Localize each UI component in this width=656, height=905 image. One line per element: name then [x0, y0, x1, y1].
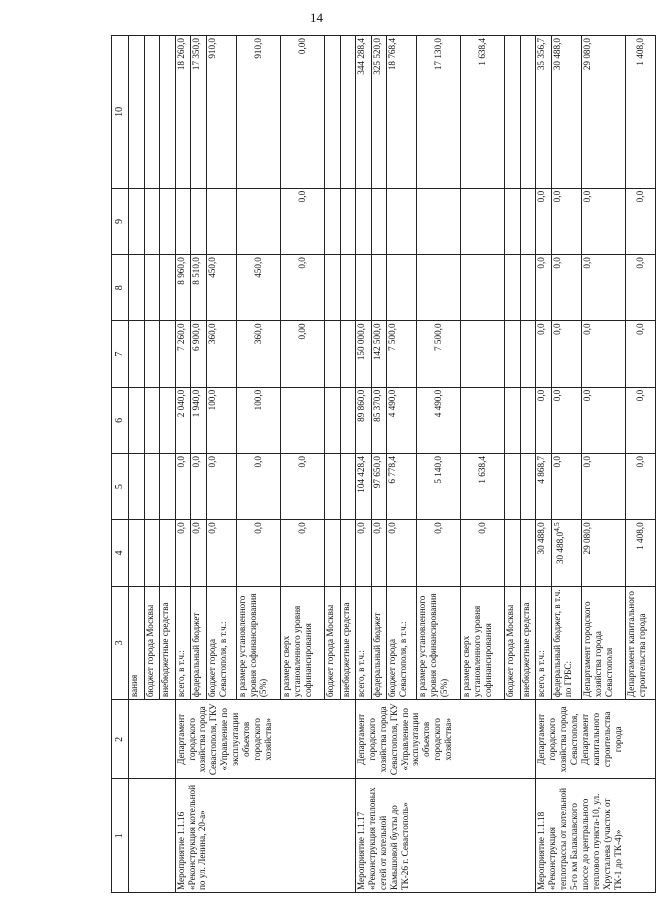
value-text: 7 500,0: [433, 323, 444, 351]
value-text: 85 370,0: [371, 389, 382, 422]
value-cell: [160, 520, 176, 586]
value-cell: [581, 188, 625, 254]
value-text: 2 040,0: [175, 389, 186, 418]
value-text: 150 000,0: [356, 323, 367, 361]
table-body: [129, 36, 656, 893]
value-text: 89 860,0: [356, 389, 367, 422]
value-cell: [280, 321, 324, 387]
value-text: 0,0: [581, 456, 592, 468]
value-text: 0,0: [296, 190, 307, 203]
table-row: [356, 36, 372, 893]
funding-source-label: вания: [129, 586, 145, 700]
value-cell: [144, 454, 160, 520]
value-text: 0,0: [206, 522, 217, 534]
value-text: 0,0: [252, 456, 263, 468]
value-cell: [129, 188, 145, 254]
value-cell: [417, 454, 461, 520]
value-cell: [626, 36, 656, 189]
col-header: 5: [112, 454, 129, 520]
funding-source-text: бюджет города Севастополя, в т.ч.:: [387, 621, 409, 698]
value-cell: [387, 188, 417, 254]
budget-table: [111, 35, 656, 893]
value-cell: [236, 321, 280, 387]
value-cell: [581, 387, 625, 453]
value-cell: [236, 387, 280, 453]
value-cell: [461, 36, 505, 189]
value-cell: [417, 255, 461, 321]
funding-source-label: [417, 586, 461, 700]
value-cell: [505, 321, 521, 387]
value-cell: [581, 321, 625, 387]
funding-source-text: в размере сверх установленного уровня софинансирования: [461, 605, 493, 698]
value-cell: [191, 387, 207, 453]
executor-cell: Департамент городского хозяйства города Севастополя, Департамент капитального строительства города: [536, 700, 656, 779]
funding-source-text: федеральный бюджет, в т.ч. по ГРБС:: [552, 589, 573, 698]
value-text: 0,0: [433, 522, 444, 534]
value-cell: [324, 321, 340, 387]
col-header: 4: [112, 520, 129, 586]
value-cell: [144, 255, 160, 321]
value-text: 0,0: [581, 190, 592, 203]
value-text: 0,0: [356, 522, 367, 534]
table-row: [175, 36, 191, 893]
value-text: 104 428,4: [356, 456, 367, 493]
funding-source-text: всего, в т.ч.:: [175, 650, 186, 698]
value-cell: [417, 188, 461, 254]
value-text: 18 260,0: [175, 38, 186, 71]
value-text: 6 900,0: [191, 323, 202, 351]
value-cell: [356, 454, 372, 520]
value-cell: [536, 387, 552, 453]
value-cell: [144, 188, 160, 254]
funding-source-label: [191, 586, 207, 700]
funding-source-label: [626, 586, 656, 700]
value-text: 17 130,0: [433, 38, 444, 71]
value-cell: [280, 387, 324, 453]
value-text: 0,0: [191, 522, 202, 534]
value-cell: [356, 188, 372, 254]
value-cell: [340, 321, 356, 387]
executor-cell: Департамент городского хозяйства города Севастополя, ГКУ «Управление по эксплуатации объектов городского хозяйства»: [356, 700, 536, 779]
value-cell: [552, 188, 582, 254]
value-cell: [461, 454, 505, 520]
value-cell: [191, 188, 207, 254]
value-cell: [340, 454, 356, 520]
value-cell: [129, 321, 145, 387]
footnote-marker: 4,5: [552, 522, 562, 532]
value-text: 0,0: [635, 323, 646, 335]
funding-source-label: [371, 586, 387, 700]
value-cell: [505, 387, 521, 453]
value-text: 0,0: [635, 389, 646, 402]
value-cell: [236, 188, 280, 254]
value-text: 0,0: [371, 522, 382, 534]
value-cell: [552, 321, 582, 387]
value-cell: [129, 520, 145, 586]
funding-source-text: внебюджетные средства: [520, 602, 531, 698]
value-text: 344 288,4: [356, 38, 367, 75]
value-cell: [144, 520, 160, 586]
value-text: 0,0: [581, 257, 592, 269]
table-row: [536, 36, 552, 893]
value-text: 0,0: [635, 456, 646, 468]
value-text: 0,0: [536, 389, 547, 402]
value-text: 30 488,0: [555, 531, 566, 565]
value-text: 29 080,0: [581, 522, 592, 555]
value-cell: [144, 36, 160, 189]
value-cell: [536, 520, 552, 586]
value-cell: [552, 387, 582, 453]
value-cell: [387, 36, 417, 189]
value-cell: [280, 255, 324, 321]
value-cell: [520, 321, 536, 387]
value-cell: [371, 520, 387, 586]
value-text: 0,0: [252, 522, 263, 534]
value-text: 0,0: [206, 456, 217, 468]
value-cell: [387, 387, 417, 453]
col-header: 3: [112, 586, 129, 700]
funding-source-text: Департамент городского хозяйства города Севастополя: [581, 601, 614, 698]
value-text: 0,0: [552, 323, 563, 335]
value-text: 0,0: [581, 389, 592, 402]
value-cell: [505, 36, 521, 189]
value-text: 325 520,0: [371, 38, 382, 75]
table-row: [129, 36, 145, 893]
value-text: 17 350,0: [191, 38, 202, 71]
value-cell: [552, 454, 582, 520]
value-cell: [461, 321, 505, 387]
value-text: 450,0: [252, 257, 263, 278]
value-cell: [505, 454, 521, 520]
value-cell: [356, 520, 372, 586]
col-header: 10: [112, 36, 129, 189]
measure-cell: Мероприятие 1.1.16 «Реконструкция котельной по ул. Ленина, 20-а»: [175, 779, 355, 893]
value-text: 0,0: [552, 257, 563, 269]
value-text: 0,0: [175, 522, 186, 534]
col-header: 9: [112, 188, 129, 254]
value-cell: [581, 520, 625, 586]
value-text: 0,0: [581, 323, 592, 335]
value-cell: [536, 36, 552, 189]
funding-source-text: Департамент капитального строительства города: [626, 591, 647, 698]
value-cell: [340, 520, 356, 586]
value-cell: [626, 255, 656, 321]
value-text: 7 260,0: [175, 323, 186, 351]
value-cell: [206, 188, 236, 254]
value-cell: [206, 36, 236, 189]
value-cell: [206, 321, 236, 387]
value-text: 4 490,0: [387, 389, 398, 418]
header-row: [112, 36, 129, 893]
value-cell: [191, 321, 207, 387]
value-cell: [280, 454, 324, 520]
value-text: 0,0: [387, 522, 398, 534]
funding-source-text: бюджет города Москвы: [505, 604, 516, 698]
value-text: 0,0: [175, 456, 186, 468]
value-cell: [371, 255, 387, 321]
value-cell: [371, 36, 387, 189]
value-cell: [324, 520, 340, 586]
value-cell: [417, 387, 461, 453]
value-text: 0,0: [635, 190, 646, 203]
value-text: 0,0: [296, 456, 307, 468]
measure-cell: Мероприятие 1.1.17 «Реконструкция тепловых сетей от котельной Камышовой бухты до ТК-26 г. Севастополь»: [356, 779, 536, 893]
value-cell: [356, 255, 372, 321]
value-cell: [175, 188, 191, 254]
value-text: 1 638,4: [477, 38, 488, 66]
value-text: 0,0: [477, 522, 488, 534]
value-cell: [520, 36, 536, 189]
value-cell: [206, 255, 236, 321]
value-cell: [340, 188, 356, 254]
funding-source-text: всего, в т.ч.:: [356, 650, 367, 698]
value-cell: [461, 387, 505, 453]
funding-source-label: [340, 586, 356, 700]
funding-source-label: [280, 586, 324, 700]
value-cell: [387, 255, 417, 321]
value-cell: [387, 520, 417, 586]
value-cell: [626, 188, 656, 254]
value-text: 18 768,4: [387, 38, 398, 71]
col-header: 7: [112, 321, 129, 387]
value-cell: [206, 454, 236, 520]
value-text: 1 940,0: [191, 389, 202, 418]
funding-source-text: в размере сверх установленного уровня софинансирования: [280, 605, 313, 698]
value-cell: [160, 321, 176, 387]
value-cell: [626, 454, 656, 520]
value-text: 0,0: [552, 389, 563, 402]
funding-source-label: [236, 586, 280, 700]
value-cell: [520, 188, 536, 254]
value-text: 0,00: [296, 323, 307, 340]
value-cell: [206, 520, 236, 586]
measure-cell: Мероприятие 1.1.18 «Реконструкция теплотрассы от котельной 5-го км Балаклавского шоссе до центрального теплового пункта-10, ул. Хрусталева (участок от ТК-1 до ТК-4)»: [536, 779, 656, 893]
value-cell: [340, 387, 356, 453]
funding-source-label: [461, 586, 505, 700]
value-cell: [236, 36, 280, 189]
value-cell: [324, 188, 340, 254]
value-cell: [371, 454, 387, 520]
value-text: 0,0: [552, 456, 563, 468]
value-text: 0,0: [296, 257, 307, 269]
value-cell: [206, 387, 236, 453]
value-text: 6 778,4: [387, 456, 398, 484]
value-cell: [417, 321, 461, 387]
value-cell: [144, 387, 160, 453]
value-text: 30 488,0: [536, 522, 547, 555]
value-cell: [505, 188, 521, 254]
value-cell: [175, 520, 191, 586]
value-cell: [160, 255, 176, 321]
value-text: 0,0: [635, 257, 646, 269]
value-cell: [417, 520, 461, 586]
value-cell: [520, 255, 536, 321]
value-cell: [520, 520, 536, 586]
value-cell: [371, 188, 387, 254]
value-text: 8 510,0: [191, 257, 202, 285]
value-text: 1 408,0: [635, 522, 646, 550]
value-cell: [417, 36, 461, 189]
value-text: 360,0: [206, 323, 217, 345]
col-header: 8: [112, 255, 129, 321]
value-text: 97 650,0: [371, 456, 382, 489]
value-text: 0,0: [536, 323, 547, 335]
value-cell: [581, 255, 625, 321]
col-header: 6: [112, 387, 129, 453]
value-cell: [520, 454, 536, 520]
value-cell: [129, 454, 145, 520]
value-cell: [191, 36, 207, 189]
value-cell: [340, 36, 356, 189]
value-text: 910,0: [252, 38, 263, 59]
value-cell: [581, 36, 625, 189]
value-cell: [191, 454, 207, 520]
value-cell: [552, 520, 582, 586]
value-cell: [175, 321, 191, 387]
value-cell: [191, 520, 207, 586]
value-text: 4 490,0: [433, 389, 444, 418]
value-cell: [236, 454, 280, 520]
value-cell: [461, 188, 505, 254]
value-cell: [236, 520, 280, 586]
value-text: 29 080,0: [581, 38, 592, 71]
value-cell: [505, 520, 521, 586]
funding-source-text: в размере установленного уровня софинансирования (5%): [417, 593, 449, 698]
measure-cell: [129, 779, 176, 893]
funding-source-label: бюджет города Москвы: [144, 586, 160, 700]
value-cell: [129, 387, 145, 453]
value-cell: [461, 255, 505, 321]
funding-source-label: [356, 586, 372, 700]
value-text: 0,00: [296, 38, 307, 55]
funding-source-text: внебюджетные средства: [340, 602, 351, 698]
funding-source-label: [175, 586, 191, 700]
value-cell: [505, 255, 521, 321]
value-text: 1 638,4: [477, 456, 488, 484]
value-cell: [371, 321, 387, 387]
value-cell: [324, 36, 340, 189]
value-text: 100,0: [206, 389, 217, 411]
value-cell: [236, 255, 280, 321]
value-cell: [160, 36, 176, 189]
funding-source-label: [324, 586, 340, 700]
value-cell: [536, 188, 552, 254]
value-cell: [324, 387, 340, 453]
value-cell: [175, 387, 191, 453]
executor-cell: Департамент городского хозяйства города Севастополя, ГКУ «Управление по эксплуатации объектов городского хозяйства»: [175, 700, 355, 779]
value-cell: [387, 454, 417, 520]
value-cell: [160, 454, 176, 520]
funding-source-label: [520, 586, 536, 700]
value-text: 360,0: [252, 323, 263, 345]
value-cell: [129, 36, 145, 189]
value-text: 30 488,0: [552, 38, 563, 71]
value-cell: [356, 387, 372, 453]
value-cell: [144, 321, 160, 387]
value-text: 8 960,0: [175, 257, 186, 285]
col-header: 1: [112, 779, 129, 893]
value-text: 7 500,0: [387, 323, 398, 351]
value-cell: [340, 255, 356, 321]
funding-source-text: федеральный бюджет: [191, 612, 202, 698]
value-cell: [280, 36, 324, 189]
funding-source-text: в размере установленного уровня софинансирования (5%): [236, 593, 269, 698]
value-cell: [160, 387, 176, 453]
value-cell: [536, 454, 552, 520]
rotated-table-container: [111, 35, 656, 893]
executor-cell: [129, 700, 176, 779]
funding-source-label: [581, 586, 625, 700]
value-cell: [536, 321, 552, 387]
funding-source-text: всего, в т.ч.:: [536, 650, 547, 698]
value-cell: [552, 36, 582, 189]
funding-source-text: федеральный бюджет: [371, 612, 382, 698]
value-cell: [324, 255, 340, 321]
value-text: 142 500,0: [371, 323, 382, 361]
value-cell: [461, 520, 505, 586]
value-text: 0,0: [552, 190, 563, 203]
value-cell: [280, 520, 324, 586]
funding-source-label: [505, 586, 521, 700]
funding-source-label: внебюджетные средства: [160, 586, 176, 700]
value-cell: [626, 520, 656, 586]
value-cell: [175, 36, 191, 189]
value-text: 450,0: [206, 257, 217, 278]
funding-source-text: бюджет города Севастополя, в т.ч.:: [206, 621, 228, 698]
value-cell: [356, 36, 372, 189]
value-cell: [191, 255, 207, 321]
value-cell: [160, 188, 176, 254]
value-text: 0,0: [536, 257, 547, 269]
value-cell: [536, 255, 552, 321]
funding-source-label: [552, 586, 582, 700]
value-text: 4 868,7: [536, 456, 547, 484]
value-cell: [552, 255, 582, 321]
value-cell: [581, 454, 625, 520]
value-cell: [626, 321, 656, 387]
value-text: 5 140,0: [433, 456, 444, 484]
funding-source-label: [536, 586, 552, 700]
value-cell: [324, 454, 340, 520]
value-cell: [280, 188, 324, 254]
value-cell: [129, 255, 145, 321]
value-cell: [356, 321, 372, 387]
value-text: 0,0: [536, 190, 547, 203]
value-text: 0,0: [296, 522, 307, 534]
value-text: 910,0: [206, 38, 217, 59]
value-cell: [520, 387, 536, 453]
value-cell: [371, 387, 387, 453]
value-text: 35 356,7: [536, 38, 547, 71]
value-cell: [175, 454, 191, 520]
funding-source-label: [387, 586, 417, 700]
col-header: 2: [112, 700, 129, 779]
value-cell: [626, 387, 656, 453]
page-number: 14: [310, 10, 323, 25]
value-text: 0,0: [191, 456, 202, 468]
funding-source-text: бюджет города Москвы: [324, 604, 335, 698]
value-cell: [387, 321, 417, 387]
value-cell: [175, 255, 191, 321]
value-text: 100,0: [252, 389, 263, 411]
value-text: 1 408,0: [635, 38, 646, 66]
funding-source-label: [206, 586, 236, 700]
